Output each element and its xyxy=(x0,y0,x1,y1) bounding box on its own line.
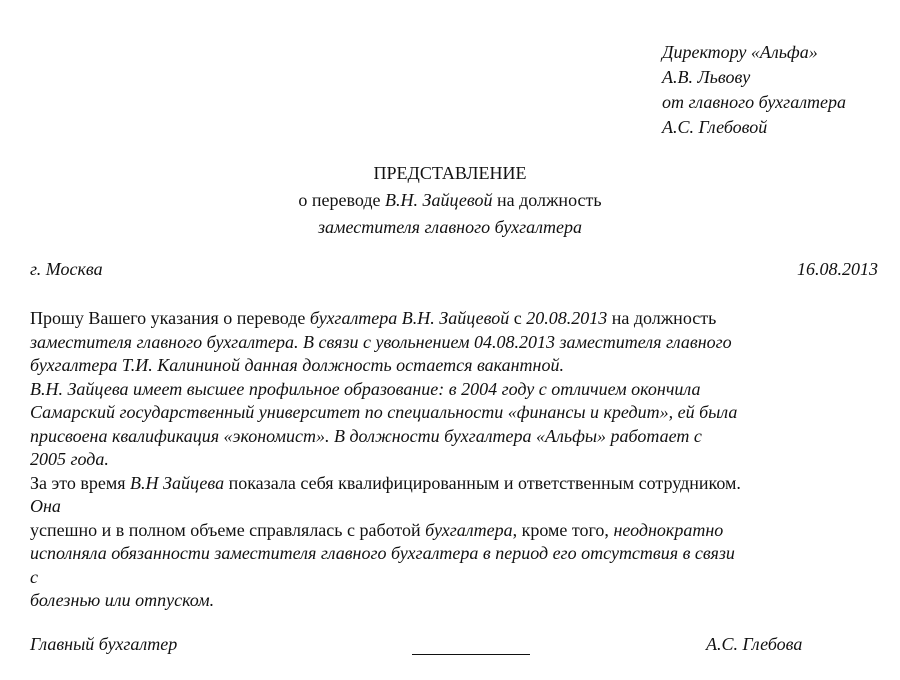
document-title-block xyxy=(0,160,900,241)
addressee-line: от главного бухгалтера xyxy=(662,92,847,112)
body-line: В.Н. Зайцева имеет высшее профильное образование: в 2004 году с отличием окончила xyxy=(30,378,701,399)
document-date: 16.08.2013 xyxy=(797,259,878,279)
place: г. Москва xyxy=(30,259,103,279)
signature-role: Главный бухгалтер xyxy=(30,634,178,654)
body-line: Она xyxy=(30,496,61,516)
body-line: За это время В.Н Зайцева показала себя квалифицированным и ответственным сотрудником. xyxy=(30,472,741,493)
body-line: Самарский государственный университет по специальности «финансы и кредит», ей была xyxy=(30,402,738,422)
signature-name: А.С. Глебова xyxy=(706,634,803,654)
document-body xyxy=(30,307,741,613)
body-line: 2005 года. xyxy=(30,449,109,469)
addressee-block xyxy=(662,40,846,140)
body-line: бухгалтера Т.И. Калининой данная должность остается вакантной. xyxy=(30,355,564,375)
document-subtitle-position: заместителя главного бухгалтера xyxy=(317,217,583,237)
body-line: присвоена квалификация «экономист». В должности бухгалтера «Альфы» работает с xyxy=(30,425,702,446)
addressee-line: Директору «Альфа» xyxy=(662,42,818,62)
body-line: болезнью или отпуском. xyxy=(30,590,215,610)
document-subtitle: о переводе В.Н. Зайцевой на должность xyxy=(298,190,602,210)
body-line: исполняла обязанности заместителя главного бухгалтера в период его отсутствия в связи xyxy=(30,543,735,563)
document-title: ПРЕДСТАВЛЕНИЕ xyxy=(373,163,527,183)
body-line: успешно и в полном объеме справлялась с работой бухгалтера, кроме того, неоднократно xyxy=(30,519,724,540)
signature-line xyxy=(412,654,530,655)
body-line: с xyxy=(30,566,38,587)
body-line: заместителя главного бухгалтера. В связи с увольнением 04.08.2013 заместителя главного xyxy=(30,331,732,352)
addressee-line: А.В. Львову xyxy=(662,67,751,87)
addressee-line: А.С. Глебовой xyxy=(662,117,768,137)
body-line: Прошу Вашего указания о переводе бухгалтера В.Н. Зайцевой с 20.08.2013 на должность xyxy=(30,308,717,328)
